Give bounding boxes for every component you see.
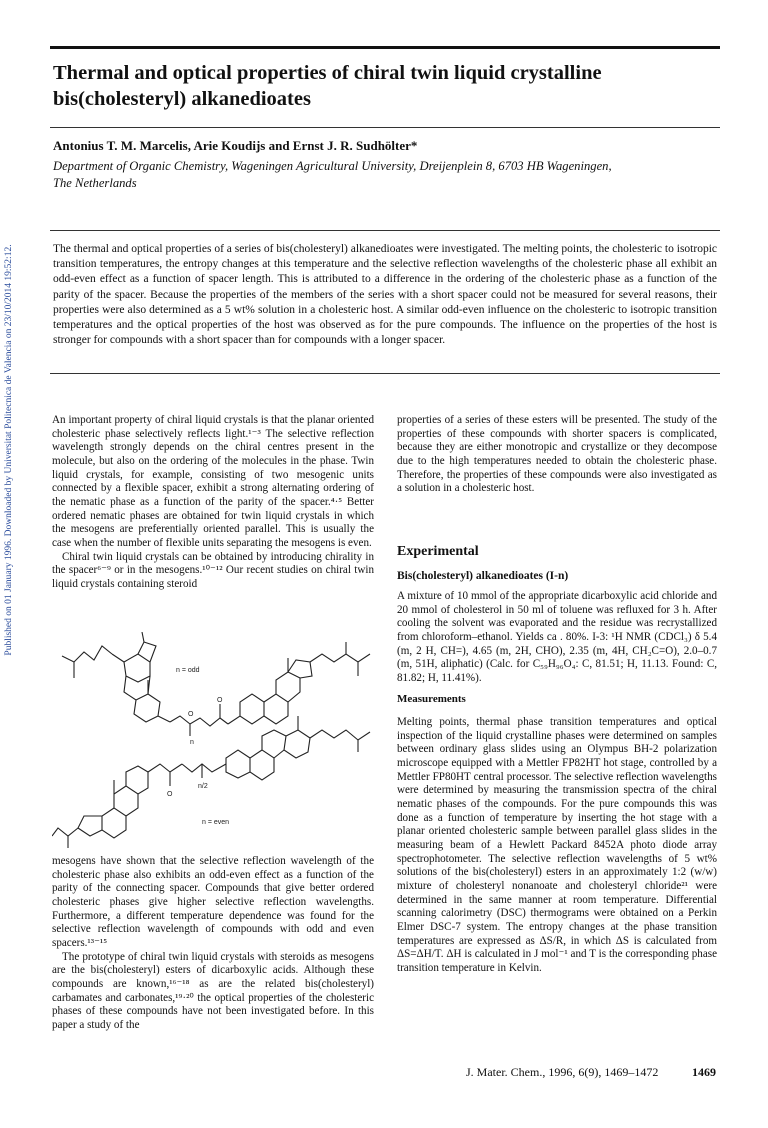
- top-rule: [50, 46, 720, 49]
- synthesis-text: [397, 590, 717, 686]
- structure-diagram: [52, 632, 374, 852]
- abstract: The thermal and optical properties of a series of bis(cholesteryl) alkanedioates were investigated. The melting points, the cholesteric to isotropic transition temperatures, the entropy changes at this temperature and the selective reflection wavelengths of the cholesteric phase all exhibit an odd-even effect as a function of spacer length. This is attributed to a difference in the ordering of the cholesteric phase as a function of the parity of the spacer. Because the properties of the members of the series with a short spacer could not be measured for several reasons, their properties were also determined as a 5 wt% solution in a cholesteric host. A similar odd-even influence on the cholesteric to isotropic transition temperatures and the optical properties of the host was observed as for the pure compounds. The influence on the properties of the host is stronger for compounds with a short spacer than for compounds with a longer spacer.: [53, 243, 717, 347]
- page-number: 1469: [692, 1065, 716, 1079]
- body-paragraph: Melting points, thermal phase transition temperatures and optical inspection of the liquid crystalline phases were determined on samples between ordinary glass slides using an Olympus BH-2 polarization microscope equipped with a Mettler FP82HT hot stage, controlled by a Mettler FP80HT central processor. The selective reflection wavelengths were determined by measuring the transmission spectra of the chiral nematic phases of the compounds. For the pure compounds this was done as a function of temperature by inserting the hot stage with a planar oriented cholesteric sample between parallel glass slides in the measuring beam of a Hewlett Packard 8452A photo diode array spectrophotometer. The selective reflection wavelengths of 5 wt% solutions of the bis(cholesteryl) esters in an approximately 1:2 (w/w) mixture of cholesteryl nonanoate and cholesteryl chloride²¹ were determined in the same manner at room temperature. Differential scanning calorimetry (DSC) thermograms were obtained on a Perkin Elmer DSC-7 system. The entropy changes at the phase transition temperatures are expressed as ΔS/R, in which ΔS is calculated from ΔS=ΔH/T. ΔH is calculated in J mol⁻¹ and T is the corresponding phase transition temperature in Kelvin.: [397, 716, 717, 974]
- affiliation-line: Department of Organic Chemistry, Wageningen Agricultural University, Dreijenplein 8, 6703 HB Wageningen,: [53, 159, 612, 173]
- even-structure: [52, 716, 370, 848]
- atom-label: O: [167, 791, 173, 798]
- atom-label: O: [188, 711, 194, 718]
- article-title: Thermal and optical properties of chiral twin liquid crystalline bis(cholesteryl) alkanedioates: [53, 62, 602, 110]
- intro-paragraph: An important property of chiral liquid crystals is that the planar oriented cholesteric phase selectively reflects light.¹⁻³ The selective reflection wavelength strongly depends on the chiral centres present in the molecule, but also on the ordering of the molecules in the phase. Twin liquid crystals, for example, consisting of two mesogenic units connected by a flexible spacer, exhibit a strong alternating ordering of the nematic phase as a function of the parity of the spacer.⁴·⁵ Better ordered nematic phases are obtained for twin liquid crystals in which the mesogens are preferentially oriented parallel. This is usually the case when the number of flexible units separating the mesogens is even.: [52, 414, 374, 549]
- authors: Antonius T. M. Marcelis, Arie Koudijs and Ernst J. R. Sudhölter*: [53, 138, 418, 153]
- download-watermark-text[interactable]: Published on 01 January 1996. Downloaded by Universitat Politecnica de Valencia on 23/10/2014 19:52:12.: [4, 244, 14, 656]
- download-watermark: [0, 220, 18, 680]
- journal-citation: J. Mater. Chem., 1996, 6(9), 1469–1472: [466, 1065, 659, 1079]
- body-paragraph: A mixture of 10 mmol of the appropriate dicarboxylic acid chloride and 20 mmol of cholesterol in 50 ml of toluene was refluxed for 3 h. After cooling the solvent was evaporated and the residue was recrystallized from chloroform–ethanol. Yields ca . 80%. I-3: ¹H NMR (CDCl₃) δ 5.4 (m, 2 H, CH=), 4.65 (m, 2H, CHO), 2.35 (m, 4H, CH₂C=O), 2.0–0.7 (m, 51H, aliphatic) (Calc. for C₅₉H₉₆O₄: C, 81.51; H, 11.13. Found: C, 81.82; H, 11.41%).: [397, 590, 717, 684]
- odd-structure: [62, 632, 370, 736]
- atom-label: O: [217, 697, 223, 704]
- right-column-top: [397, 414, 717, 496]
- odd-n-label: n: [190, 739, 194, 746]
- body-paragraph: The prototype of chiral twin liquid crystals with steroids as mesogens are the bis(cholesteryl) esters of dicarboxylic acids. Although these compounds are known,¹⁶⁻¹⁸ as are the related bis(cholesteryl) carbamates and carbonates,¹⁹·²⁰ the optical properties of the cholesteric phases of these compounds have not been investigated before. In this paper a study of the: [52, 950, 374, 1031]
- even-caption: n = even: [202, 819, 230, 826]
- affiliation-line: The Netherlands: [53, 176, 137, 190]
- left-column-bottom: [52, 855, 374, 1033]
- subsection-heading-measurements: Measurements: [397, 693, 466, 705]
- left-column-top: [52, 414, 374, 592]
- divider: [50, 230, 720, 231]
- even-n-label: n/2: [198, 783, 208, 790]
- intro-paragraph: Chiral twin liquid crystals can be obtained by introducing chirality in the spacer⁶⁻⁹ or in the mesogens.¹⁰⁻¹² Our recent studies on chiral twin liquid crystals containing steroid: [52, 550, 374, 590]
- subsection-heading: Bis(cholesteryl) alkanedioates (I-n): [397, 570, 569, 582]
- affiliation: [53, 158, 723, 192]
- body-paragraph: properties of a series of these esters will be presented. The study of the properties of these compounds with shorter spacers is complicated, because they are either monotropic and crystallize or they decompose due to the high temperatures needed to obtain the cholesteric phase. Therefore, the properties of these compounds were also investigated as a solution in a cholesteric host.: [397, 414, 717, 495]
- divider: [50, 127, 720, 128]
- divider: [50, 373, 720, 374]
- section-heading-experimental: Experimental: [397, 544, 479, 559]
- odd-caption: n = odd: [176, 667, 200, 674]
- body-paragraph: mesogens have shown that the selective reflection wavelength of the cholesteric phase also exhibits an odd-even effect as a function of the parity of the connecting spacer. Compounds that give better ordered cholesteric phases give higher selective reflection wavelengths. Furthermore, a different temperature dependence was found for the selective reflection wavelength of compounds with odd and even spacers.¹³⁻¹⁵: [52, 855, 374, 949]
- measurements-text: [397, 716, 717, 975]
